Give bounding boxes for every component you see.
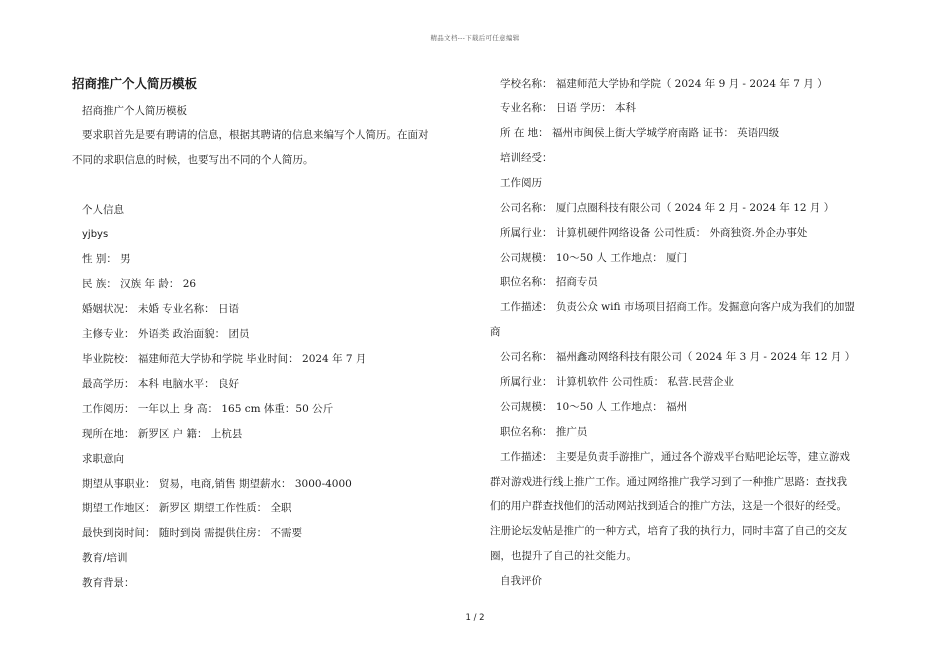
field-scale-2: 公司规模： 10～50 人 工作地点： 福州 [500,401,688,413]
field-industry-2: 所属行业： 计算机软件 公司性质： 私营.民营企业 [500,376,734,388]
field-description-2-line-4: 注册论坛发帖是推广的一种方式，培育了我的执行力，同时丰富了自己的交友 [490,525,847,537]
field-description-2: 工作描述： 主要是负责手游推广，通过各个游戏平台贴吧论坛等，建立游戏 [500,451,850,463]
field-degree-computer: 最高学历： 本科 电脑水平： 良好 [82,378,240,390]
field-scale-1: 公司规模： 10～50 人 工作地点： 厦门 [500,252,688,264]
field-description-2-line-2: 群对游戏进行线上推广工作。通过网络推广我学习到了一种推广思路：查找我 [490,476,847,488]
document-title: 招商推广个人简历模板 [72,76,198,91]
source-tag: yjbys [82,229,109,240]
intro-line-2: 不同的求职信息的时候，也要写出不同的个人简历。 [72,154,314,166]
field-description-1: 工作描述： 负责公众 wifi 市场项目招商工作。发掘意向客户成为我们的加盟 [500,301,855,313]
field-experience-height: 工作阅历： 一年以上 身 高： 165 cm 体重：50 公斤 [82,403,334,415]
field-expected-area-type: 期望工作地区： 新罗区 期望工作性质： 全职 [82,502,292,514]
field-ethnicity-age: 民 族： 汉族 年 龄： 26 [82,278,197,290]
page-number: 1 / 2 [465,613,485,623]
field-expected-job-salary: 期望从事职业： 贸易，电商,销售 期望薪水： 3000-4000 [82,478,352,490]
section-personal-info: 个人信息 [82,204,124,216]
field-school: 学校名称： 福建师范大学协和学院（ 2024 年 9 月 - 2024 年 7 月 ） [500,78,828,90]
field-education-background: 教育背景： [82,577,135,589]
section-job-intention: 求职意向 [82,453,124,465]
field-training: 培训经受： [500,152,553,164]
section-self-evaluation: 自我评价 [500,575,542,587]
field-major-degree: 专业名称： 日语 学历： 本科 [500,102,637,114]
field-description-2-line-5: 圈，也提升了自己的社交能力。 [490,550,637,562]
section-education: 教育/培训 [82,552,128,564]
field-company-2: 公司名称： 福州鑫动网络科技有限公司（ 2024 年 3 月 - 2024 年 12 月 ） [500,351,856,363]
section-work-experience: 工作阅历 [500,177,542,189]
page-header-note: 精品文档---下载后可任意编辑 [430,34,520,42]
field-start-housing: 最快到岗时间： 随时到岗 需提供住房： 不需要 [82,527,303,539]
field-graduation: 毕业院校： 福建师范大学协和学院 毕业时间： 2024 年 7 月 [82,353,367,365]
field-gender: 性 别： 男 [82,253,131,265]
intro-line-1: 要求职首先是要有聘请的信息，根据其聘请的信息来编写个人简历。在面对 [82,129,429,141]
subtitle: 招商推广个人简历模板 [82,105,187,117]
field-address-cert: 所 在 地： 福州市闽侯上街大学城学府南路 证书： 英语四级 [500,127,780,139]
field-position-2: 职位名称： 推广员 [500,426,588,438]
field-description-2-line-3: 们的用户群查找他们的活动网站找到适合的推广方法，这是一个很好的经受。 [490,500,847,512]
field-industry-1: 所属行业： 计算机硬件网络设备 公司性质： 外商独资.外企办事处 [500,227,808,239]
field-company-1: 公司名称： 厦门点圈科技有限公司（ 2024 年 2 月 - 2024 年 12 月 ） [500,202,835,214]
field-residence-hukou: 现所在地： 新罗区 户 籍： 上杭县 [82,428,243,440]
field-marital-major: 婚姻状况： 未婚 专业名称： 日语 [82,303,240,315]
field-minor-politics: 主修专业： 外语类 政治面貌： 团员 [82,328,250,340]
field-position-1: 职位名称： 招商专员 [500,276,598,288]
field-description-1-cont: 商 [490,326,501,338]
